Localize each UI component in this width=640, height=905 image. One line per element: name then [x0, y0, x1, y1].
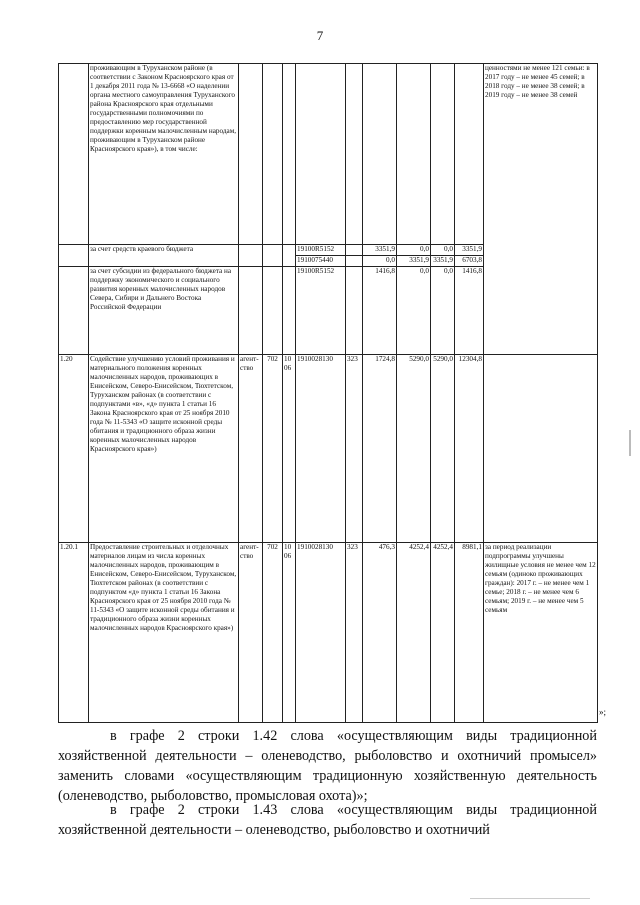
amendment-paragraph-1: в графе 2 строки 1.42 слова «осуществляющим виды традиционной хозяйственной деятельности – оленеводство, рыболовство и охотничий промысел» заменить словами «осуществляющим традиционную хозяйственную деятельность (оленеводство, рыболовство, промысловая охота)»;: [58, 728, 597, 804]
cell-ksr: 19100R5152: [296, 267, 346, 355]
cell-total: 12304,8: [455, 355, 484, 543]
cell-total: 6703,8: [455, 256, 484, 267]
cell-total: 8981,1: [455, 543, 484, 723]
cell-2017: 0,0: [363, 256, 397, 267]
cell-result: за период реализации подпрограммы улучшены жилищные условия не менее чем 12 семьям (одиноко проживающих граждан): 2017 г. – не менее чем 1 семье; 2018 г. – не менее чем 6 семьям; 2019 г. – не менее чем 5 семьям: [484, 543, 598, 723]
cell-vr: 323: [346, 355, 363, 543]
scan-edge-mark: [629, 430, 631, 456]
cell-total: 3351,9: [455, 245, 484, 256]
cell-num: 1.20: [59, 355, 89, 543]
cell-name: проживающим в Туруханском районе (в соответствии с Законом Красноярского края от 1 декабря 2011 года № 13-6668 «О наделении органа местного самоуправления Туруханского района Красноярского края отдельными государственными полномочиями по предоставлению мер государственной поддержки коренным малочисленным народам, проживающим в Туруханском районе Красноярского края»), в том числе:: [89, 64, 239, 245]
closing-quote: »;: [599, 707, 607, 717]
cell-2018: 4252,4: [397, 543, 431, 723]
cell-2019: 5290,0: [431, 355, 455, 543]
cell-2017: 476,3: [363, 543, 397, 723]
cell-ksr: 19100R5152: [296, 245, 346, 256]
cell-total: 1416,8: [455, 267, 484, 355]
cell-vr: 323: [346, 543, 363, 723]
cell-ksr: 1910028130: [296, 355, 346, 543]
cell-2017: 1416,8: [363, 267, 397, 355]
cell-rzpr: 10 06: [283, 355, 296, 543]
cell-ksr: 1910075440: [296, 256, 346, 267]
scan-bottom-line: [470, 898, 590, 899]
cell-num: [59, 64, 89, 245]
cell-2019: 3351,9: [431, 256, 455, 267]
cell-name: Предоставление строительных и отделочных материалов лицам из числа коренных малочисленных народов, проживающим в Енисейском, Северо-Енисейском, Туруханском, Тюхтетском районах (в соответствии с подпунктом «д» пункта 1 статьи 16 Закона Красноярского края от 25 ноября 2010 года № 11-5343 «О защите исконной среды обитания и традиционного образа жизни коренных малочисленных народов Красноярского края»): [89, 543, 239, 723]
page-number: 7: [316, 28, 324, 43]
cell-grbs: агент-ство: [239, 355, 263, 543]
cell-num: 1.20.1: [59, 543, 89, 723]
cell-2019: 0,0: [431, 245, 455, 256]
cell-2018: 3351,9: [397, 256, 431, 267]
cell-2018: 5290,0: [397, 355, 431, 543]
cell-2017: 1724,8: [363, 355, 397, 543]
cell-ksr: 1910028130: [296, 543, 346, 723]
amendment-paragraph-2: в графе 2 строки 1.43 слова «осуществляющим виды традиционной хозяйственной деятельности – оленеводство, рыболовство и охотничий: [58, 802, 597, 838]
cell-grbs: агент-ство: [239, 543, 263, 723]
cell-2019: 0,0: [431, 267, 455, 355]
program-measures-table: [58, 63, 598, 723]
cell-2019: 4252,4: [431, 543, 455, 723]
cell-rzpr: 10 06: [283, 543, 296, 723]
cell-result: ценностями не менее 121 семьи: в 2017 году – не менее 45 семей; в 2018 году – не менее 38 семей; в 2019 году – не менее 38 семей: [484, 64, 598, 355]
cell-2017: 3351,9: [363, 245, 397, 256]
cell-2018: 0,0: [397, 245, 431, 256]
cell-name: за счет субсидии из федерального бюджета на поддержку экономического и социального развития коренных малочисленных народов Севера, Сибири и Дальнего Востока Российской Федерации: [89, 267, 239, 355]
table-row-continuation: [59, 64, 598, 245]
cell-name: за счет средств краевого бюджета: [89, 245, 239, 267]
cell-name: Содействие улучшению условий проживания и материального положения коренных малочисленных народов, проживающих в Енисейском, Северо-Енисейском, Тюхтетском, Туруханском районах (в соответствии с подпунктами «в», «д» пункта 1 статьи 16 Закона Красноярского края от 25 ноября 2010 года № 11-5343 «О защите исконной среды обитания и традиционного образа жизни коренных малочисленных народов Красноярского края»): [89, 355, 239, 543]
cell-code: 702: [263, 355, 283, 543]
table-row-1-20-1: [59, 543, 598, 723]
table-row-1-20: [59, 355, 598, 543]
cell-code: 702: [263, 543, 283, 723]
cell-2018: 0,0: [397, 267, 431, 355]
